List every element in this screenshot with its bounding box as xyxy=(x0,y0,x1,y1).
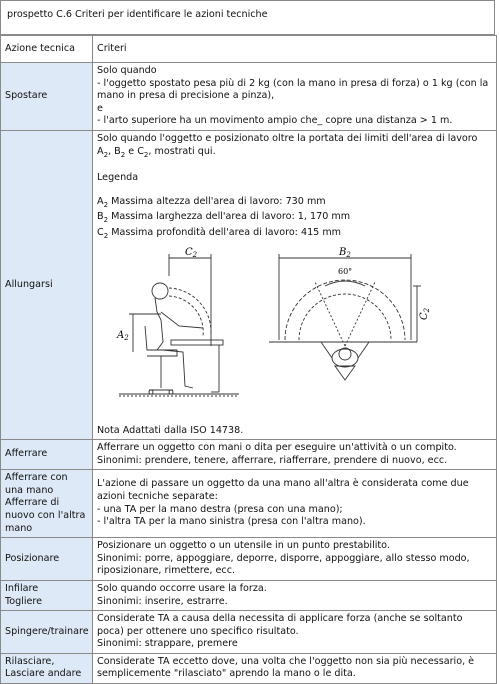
criteria-line: - l'arto superiore ha un movimento ampio che_ copre una distanza > 1 m. xyxy=(97,115,453,127)
criteria-line: Solo quando occorre usare la forza. xyxy=(97,582,267,594)
row-criteria xyxy=(93,653,497,683)
legend-title: Legenda xyxy=(97,172,139,184)
table-caption: prospetto C.6 Criteri per identificare le azioni tecniche xyxy=(0,0,495,35)
table-row xyxy=(1,653,497,683)
row-criteria xyxy=(93,63,497,131)
row-criteria xyxy=(93,470,497,538)
criteria-line: Considerate TA a causa della necessita di applicare forza (anche se soltanto poca) per ottenere uno specifico risultato. xyxy=(97,613,463,637)
row-criteria xyxy=(93,439,497,469)
row-label-line: Rilasciare, xyxy=(5,655,55,667)
criteria-line: Sinonimi: inserire, estrarre. xyxy=(97,595,228,607)
row-label xyxy=(1,580,93,610)
angle-label: 60° xyxy=(338,267,353,277)
criteria-table xyxy=(0,35,497,684)
row-label-line: Lasciare andare xyxy=(5,668,82,680)
dim-c2-top-label: $C_2$ xyxy=(419,308,431,321)
criteria-intro: Solo quando l'oggetto e posizionato oltre la portata dei limiti dell'area di lavoro $A_2$, $B_2$ e $C_2$, mostrati qui. xyxy=(97,132,478,159)
figure-note: Nota Adattati dalla ISO 14738. xyxy=(97,425,244,437)
legend-item: $A_2$ Massima altezza dell'area di lavoro: 730 mm xyxy=(97,195,326,209)
legend-item: $B_2$ Massima larghezza dell'area di lavoro: 1, 170 mm xyxy=(97,211,351,225)
row-label: Spostare xyxy=(1,63,93,131)
dim-c2-label: $C_2$ xyxy=(185,247,198,260)
criteria-line: Considerate TA eccetto dove, una volta che l'oggetto non sia più necessario, è xyxy=(97,655,475,667)
row-label: Posizionare xyxy=(1,538,93,581)
row-label-line: Infilare xyxy=(5,582,39,594)
table-row xyxy=(1,470,497,538)
criteria-line: e xyxy=(97,102,103,114)
header-azione: Azione tecnica xyxy=(1,36,93,63)
criteria-line: Sinonimi: strappare, premere xyxy=(97,638,238,650)
row-criteria xyxy=(93,538,497,581)
criteria-line: Sinonimi: prendere, tenere, afferrare, riafferrare, prendere di nuovo, ecc. xyxy=(97,454,448,466)
criteria-line: Afferrare un oggetto con mani o dita per eseguire un'attività o un compito. xyxy=(97,441,457,453)
work-area-figure xyxy=(99,246,429,406)
table-row xyxy=(1,580,497,610)
row-label: Spingere/trainare xyxy=(1,611,93,654)
criteria-line: - una TA per la mano destra (presa con una mano); xyxy=(97,503,343,515)
row-criteria xyxy=(93,130,497,439)
criteria-line: Posizionare un oggetto o un utensile in un punto prestabilito. xyxy=(97,540,390,552)
row-label-line: Togliere xyxy=(5,595,43,607)
table-row xyxy=(1,130,497,439)
header-criteri: Criteri xyxy=(93,36,497,63)
table-row xyxy=(1,63,497,131)
row-label: Afferrare con una mano Afferrare di nuovo con l'altra mano xyxy=(1,470,93,538)
row-label: Allungarsi xyxy=(1,130,93,439)
row-label xyxy=(1,653,93,683)
row-criteria xyxy=(93,611,497,654)
legend-item: $C_2$ Massima profondità dell'area di lavoro: 415 mm xyxy=(97,226,342,240)
dim-b2-label: $B_2$ xyxy=(339,247,351,260)
row-label: Afferrare xyxy=(1,439,93,469)
table-row xyxy=(1,611,497,654)
table-row xyxy=(1,439,497,469)
table-header-row xyxy=(1,36,497,63)
criteria-line: Solo quando xyxy=(97,65,157,76)
row-criteria xyxy=(93,580,497,610)
criteria-line: Sinonimi: porre, appoggiare, deporre, disporre, appoggiare, allo stesso modo, riposizionare, rimettere, ecc. xyxy=(97,552,470,577)
dim-a2-label: $A_2$ xyxy=(117,330,129,343)
criteria-line: - l'altra TA per la mano sinistra (presa con l'altra mano). xyxy=(97,516,366,528)
criteria-line: semplicemente "rilasciato" aprendo la mano o le dita. xyxy=(97,668,356,680)
criteria-line: - l'oggetto spostato pesa più di 2 kg (con la mano in presa di forza) o 1 kg (con la mano in presa di precisione a pinza), xyxy=(97,77,489,102)
table-row xyxy=(1,538,497,581)
criteria-line: L'azione di passare un oggetto da una mano all'altra è considerata come due azioni tecniche separate: xyxy=(97,478,469,503)
